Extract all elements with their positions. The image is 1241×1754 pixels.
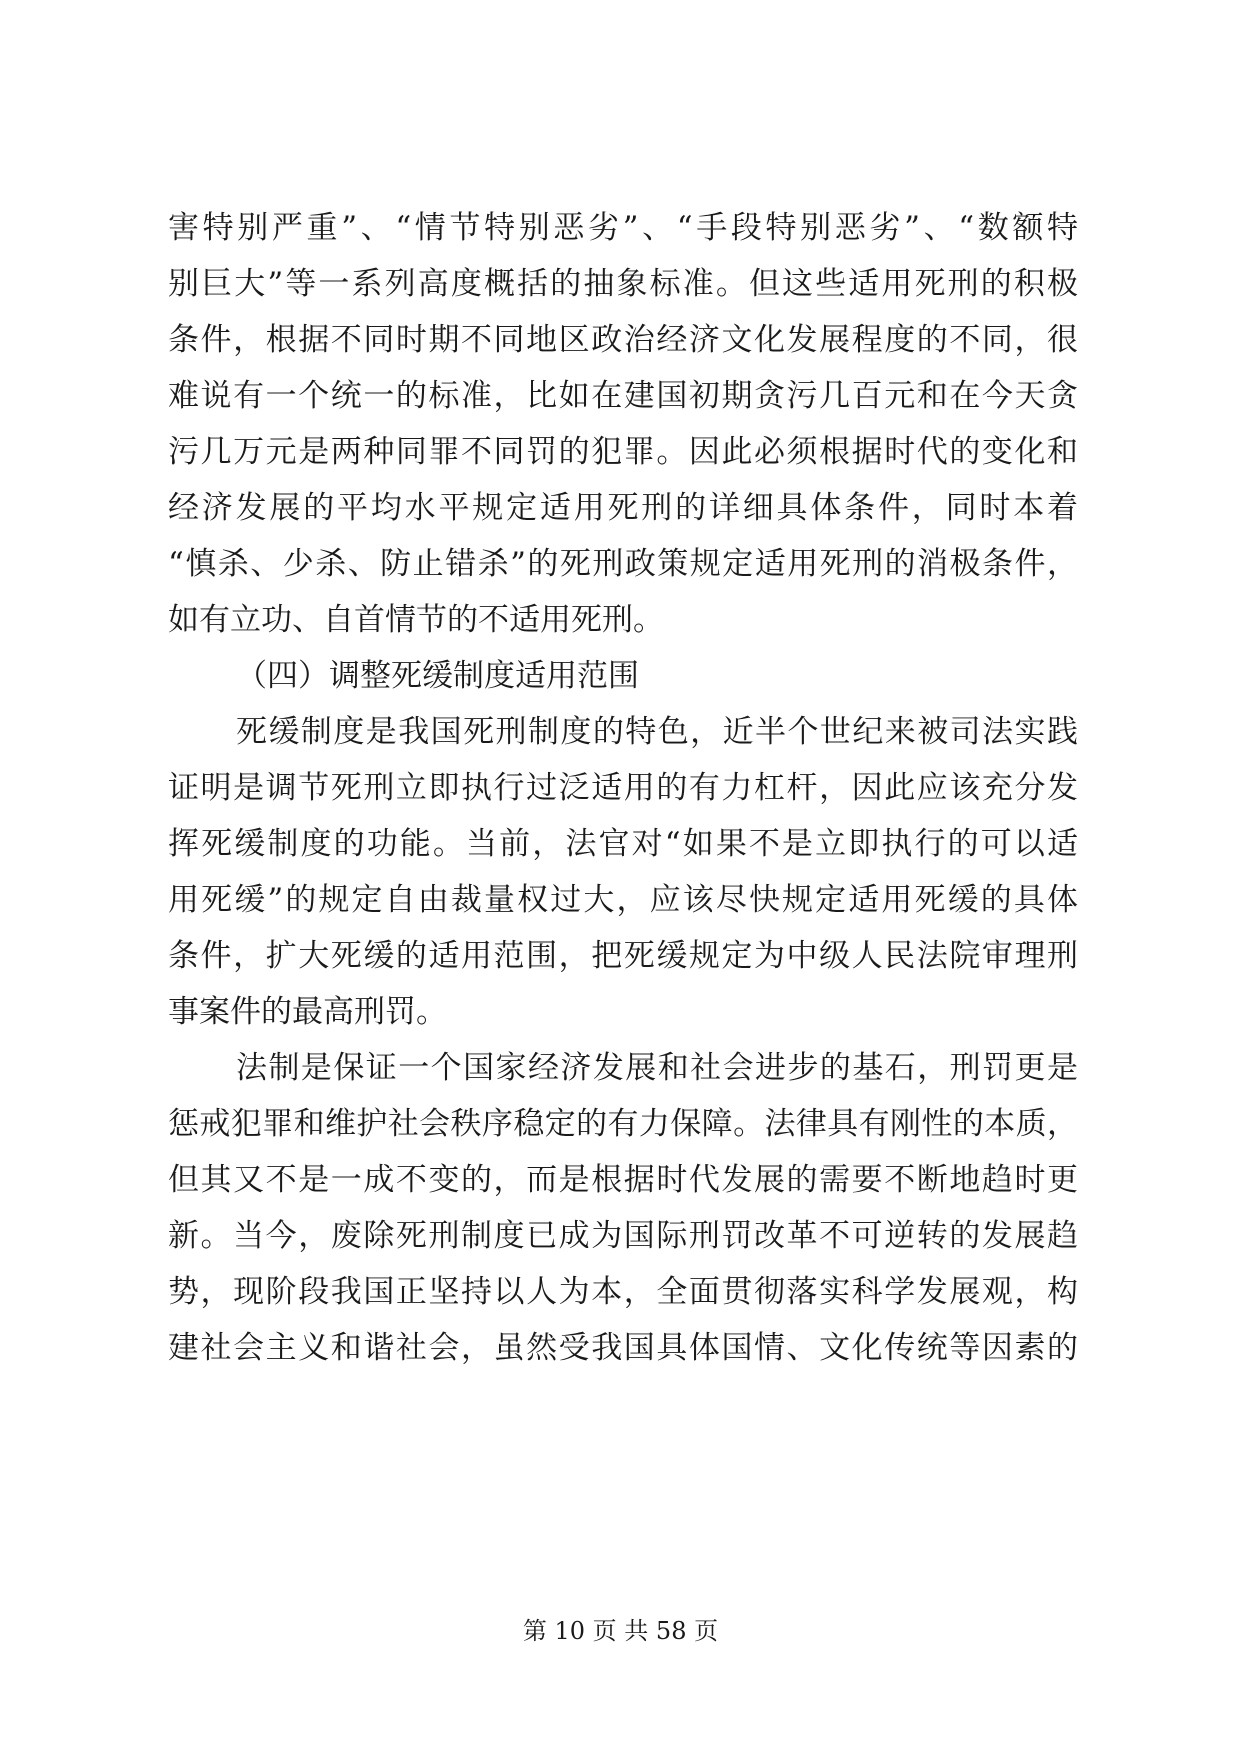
text-line: 污几万元是两种同罪不同罚的犯罪。因此必须根据时代的变化和 xyxy=(168,434,1078,470)
text-line: “慎杀、少杀、防止错杀”的死刑政策规定适用死刑的消极条件， xyxy=(168,546,1078,582)
text-line: 新。当今，废除死刑制度已成为国际刑罚改革不可逆转的发展趋 xyxy=(168,1218,1078,1254)
text-line: 难说有一个统一的标准，比如在建国初期贪污几百元和在今天贪 xyxy=(168,378,1078,414)
text-line: 用死缓”的规定自由裁量权过大，应该尽快规定适用死缓的具体 xyxy=(168,882,1078,918)
text-line: 法制是保证一个国家经济发展和社会进步的基石，刑罚更是 xyxy=(236,1050,1078,1086)
text-line: 惩戒犯罪和维护社会秩序稳定的有力保障。法律具有刚性的本质， xyxy=(168,1106,1078,1142)
text-line: 条件，扩大死缓的适用范围，把死缓规定为中级人民法院审理刑 xyxy=(168,938,1078,974)
body-text xyxy=(168,200,1078,1376)
text-line: 证明是调节死刑立即执行过泛适用的有力杠杆，因此应该充分发 xyxy=(168,770,1078,806)
page-number-footer: 第 10 页 共 58 页 xyxy=(522,1617,719,1645)
text-line: 死缓制度是我国死刑制度的特色，近半个世纪来被司法实践 xyxy=(236,714,1078,750)
text-line: 条件，根据不同时期不同地区政治经济文化发展程度的不同，很 xyxy=(168,322,1078,358)
text-line: 建社会主义和谐社会，虽然受我国具体国情、文化传统等因素的 xyxy=(168,1330,1078,1366)
text-line: 势，现阶段我国正坚持以人为本，全面贯彻落实科学发展观，构 xyxy=(168,1274,1078,1310)
text-line: 别巨大”等一系列高度概括的抽象标准。但这些适用死刑的积极 xyxy=(168,266,1078,302)
text-line: 但其又不是一成不变的，而是根据时代发展的需要不断地趋时更 xyxy=(168,1162,1078,1198)
text-line: 挥死缓制度的功能。当前，法官对“如果不是立即执行的可以适 xyxy=(168,826,1078,862)
text-line: 害特别严重”、“情节特别恶劣”、“手段特别恶劣”、“数额特 xyxy=(168,210,1078,246)
text-line: 经济发展的平均水平规定适用死刑的详细具体条件，同时本着 xyxy=(168,490,1078,526)
text-line: 如有立功、自首情节的不适用死刑。 xyxy=(168,602,664,638)
text-line: 事案件的最高刑罚。 xyxy=(168,994,447,1030)
section-heading: （四）调整死缓制度适用范围 xyxy=(236,658,639,694)
